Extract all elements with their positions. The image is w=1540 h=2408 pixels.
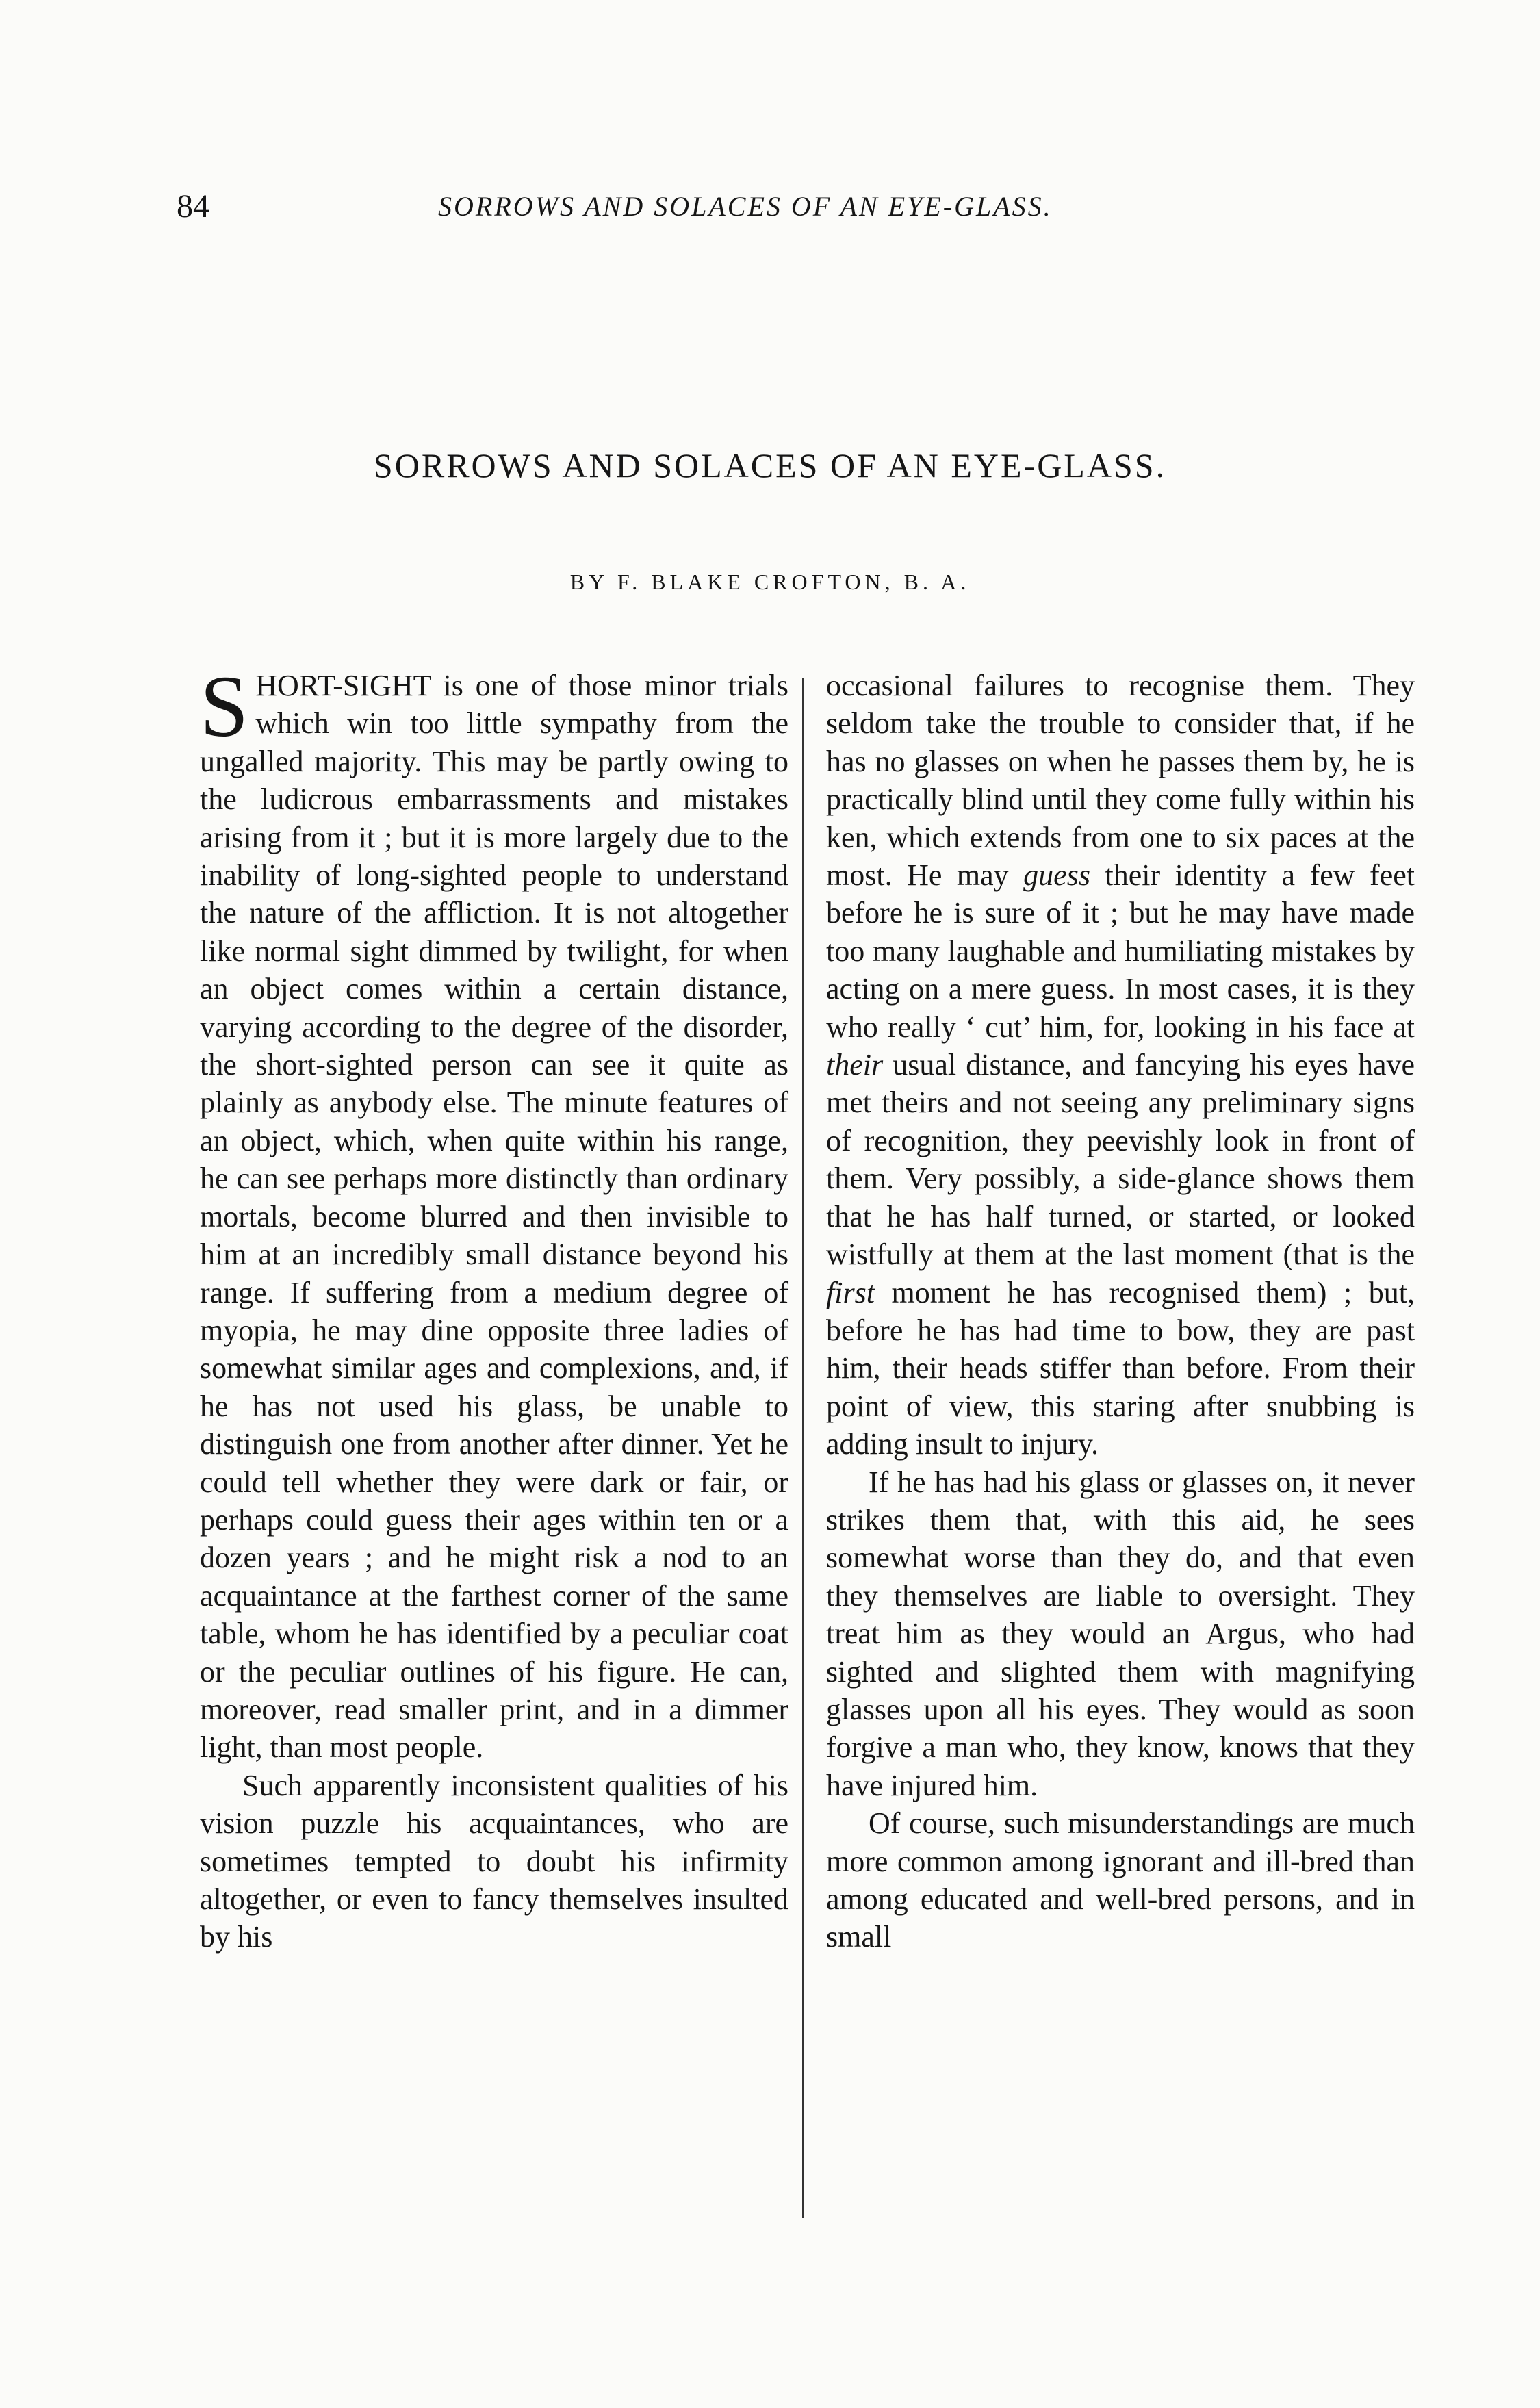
emphasis: guess [1023, 858, 1090, 893]
drop-cap: S [200, 658, 249, 755]
column-rule [802, 678, 804, 2218]
paragraph [826, 667, 1415, 1463]
paragraph-text: occasional failures to recognise them. They seldom take the trouble to consider that, if he has no glasses on when he passes them by, he is practically blind until they come fully within his ken, which extends from one to six paces at the most. He may [826, 669, 1415, 893]
emphasis: their [826, 1048, 884, 1082]
paragraph: Of course, such misunderstandings are much more common among ignorant and ill-bred than among educated and well-bred persons, and in small [826, 1806, 1415, 1954]
running-title: SORROWS AND SOLACES OF AN EYE-GLASS. [438, 191, 1053, 222]
paragraph-text: moment he has recognised them) ; but, before he has had time to bow, they are past him, their heads stiffer than before. From their point of view, this staring after snubbing is adding insult to injury. [826, 1275, 1415, 1461]
paragraph-text: their identity a few feet before he is sure of it ; but he may have made too many laughable and humiliating mistakes by acting on a mere guess. In most cases, it is they who really ‘ cut’ him, for, looking in his face at [826, 858, 1415, 1044]
paragraph: If he has had his glass or glasses on, it never strikes them that, with this aid, he sees somewhat worse than they do, and that even they themselves are liable to oversight. They treat him as they would an Argus, who had sighted and slighted them with magnifying glasses upon all his eyes. They would as soon forgive a man who, they know, knows that they have injured him. [826, 1465, 1415, 1802]
emphasis: first [826, 1275, 875, 1309]
paragraph: Such apparently inconsistent qualities of his vision puzzle his acquaintances, who are sometimes tempted to doubt his infirmity altogether, or even to fancy themselves insulted by his [200, 1768, 788, 1954]
article-title: SORROWS AND SOLACES OF AN EYE-GLASS. [373, 446, 1167, 485]
paragraph-text: HORT-SIGHT is one of those minor trials which win too little sympathy from the ungalled majority. This may be partly owing to the ludicrous embarrassments and mistakes arising from it ; but it is more largely due to the inability of long-sighted people to understand the nature of the affliction. It is not altogether like normal sight dimmed by twilight, for when an object comes within a certain distance, varying according to the degree of the disorder, the short-sighted person can see it quite as plainly as anybody else. The minute features of an object, which, when quite within his range, he can see perhaps more distinctly than ordinary mortals, become blurred and then invisible to him at an incredibly small distance beyond his range. If suffering from a medium degree of myopia, he may dine opposite three ladies of somewhat similar ages and complexions, and, if he has not used his glass, be unable to distinguish one from another after dinner. Yet he could tell whether they were dark or fair, or perhaps could guess their ages within ten or a dozen years ; and he might risk a nod to an acquaintance at the farthest corner of the same table, whom he has identified by a peculiar coat or the peculiar outlines of his figure. He can, moreover, read smaller print, and in a dimmer light, than most people. [200, 669, 788, 1765]
paragraph [200, 658, 788, 1767]
byline: BY F. BLAKE CROFTON, B. A. [569, 569, 971, 594]
right-column [826, 667, 1415, 1956]
running-head [0, 179, 1540, 234]
paragraph-text: usual distance, and fancying his eyes have met theirs and not seeing any preliminary signs of recognition, they peevishly look in front of them. Very possibly, a side-glance shows them that he has half turned, or started, or looked wistfully at them at the last moment (that is the [826, 1048, 1415, 1272]
left-column [200, 658, 788, 1956]
page-number: 84 [177, 188, 209, 225]
